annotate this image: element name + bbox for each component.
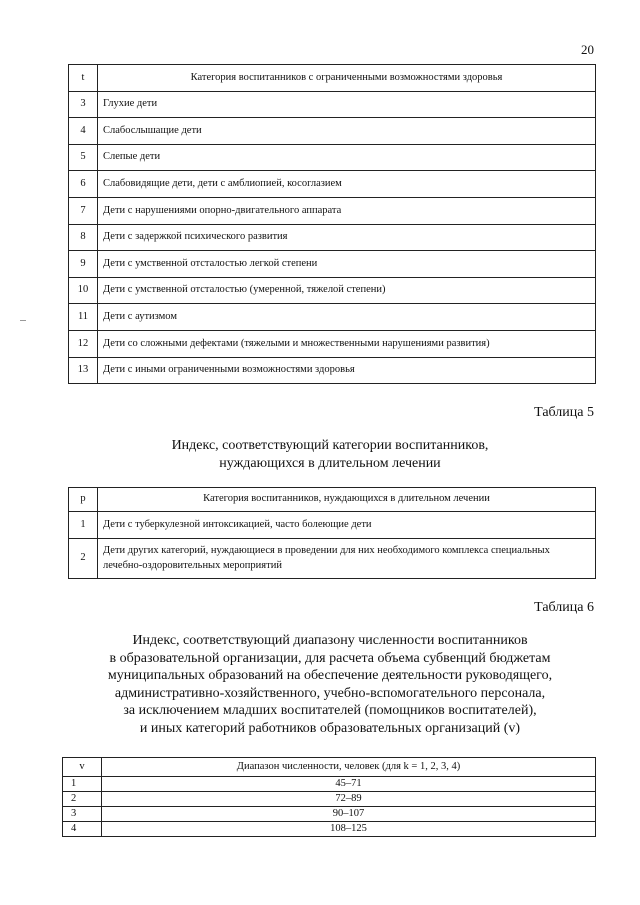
row-text: Дети с туберкулезной интоксикацией, часто болеющие дети <box>98 512 596 539</box>
margin-mark <box>20 320 26 321</box>
row-index: 3 <box>69 91 98 118</box>
row-index: 13 <box>69 357 98 384</box>
table-row <box>69 277 596 304</box>
table-6-title-line: Индекс, соответствующий диапазону численности воспитанников <box>132 633 528 648</box>
table-row <box>69 539 596 579</box>
row-text: Слабослышащие дети <box>98 118 596 145</box>
row-range: 108–125 <box>102 822 596 837</box>
row-index: 12 <box>69 330 98 357</box>
header-category: Категория воспитанников с ограниченными возможностями здоровья <box>98 65 596 92</box>
row-index: 10 <box>69 277 98 304</box>
row-index: 1 <box>63 777 102 792</box>
row-index: 5 <box>69 144 98 171</box>
row-text: Дети с умственной отсталостью (умеренной, тяжелой степени) <box>98 277 596 304</box>
table-6-title-line: за исключением младших воспитателей (помощников воспитателей), <box>123 703 537 718</box>
table-row <box>69 171 596 198</box>
table-5-title <box>60 437 600 472</box>
table-row <box>69 304 596 331</box>
row-text: Дети с иными ограниченными возможностями здоровья <box>98 357 596 384</box>
row-index: 3 <box>63 807 102 822</box>
header-index: v <box>63 758 102 777</box>
row-index: 1 <box>69 512 98 539</box>
table-6-title <box>60 632 600 737</box>
row-index: 8 <box>69 224 98 251</box>
table-header-row <box>69 65 596 92</box>
row-text: Слабовидящие дети, дети с амблиопией, косоглазием <box>98 171 596 198</box>
table-row <box>69 357 596 384</box>
table-row <box>63 822 596 837</box>
header-index: t <box>69 65 98 92</box>
table-6-caption: Таблица 6 <box>534 600 594 615</box>
row-text: Дети с умственной отсталостью легкой степени <box>98 251 596 278</box>
row-range: 45–71 <box>102 777 596 792</box>
row-text: Слепые дети <box>98 144 596 171</box>
table-6-title-line: муниципальных образований на обеспечение деятельности руководящего, <box>107 668 553 683</box>
row-index: 2 <box>69 539 98 579</box>
table-row <box>69 144 596 171</box>
row-text: Дети с аутизмом <box>98 304 596 331</box>
disability-category-table <box>68 64 596 384</box>
row-text: Дети других категорий, нуждающиеся в проведении для них необходимого комплекса специальных лечебно-оздоровительных мероприятий <box>98 539 596 579</box>
row-index: 7 <box>69 197 98 224</box>
page-number: 20 <box>581 42 594 57</box>
table-row <box>69 330 596 357</box>
header-range: Диапазон численности, человек (для k = 1, 2, 3, 4) <box>102 758 596 777</box>
row-range: 90–107 <box>102 807 596 822</box>
table-row <box>69 512 596 539</box>
table-6-title-line: административно-хозяйственного, учебно-вспомогательного персонала, <box>114 685 546 701</box>
table-header-row <box>63 758 596 777</box>
table-header-row <box>69 488 596 512</box>
header-index: p <box>69 488 98 512</box>
table-6-title-line: и иных категорий работников образовательных организаций (v) <box>139 720 521 736</box>
row-range: 72–89 <box>102 792 596 807</box>
table-row <box>69 118 596 145</box>
table-5-title-line: нуждающихся в длительном лечении <box>219 455 441 471</box>
table-5-title-line: Индекс, соответствующий категории воспитанников, <box>171 438 489 453</box>
header-category: Категория воспитанников, нуждающихся в длительном лечении <box>98 488 596 512</box>
enrollment-range-table <box>62 757 596 837</box>
table-row <box>63 807 596 822</box>
row-index: 11 <box>69 304 98 331</box>
row-index: 4 <box>63 822 102 837</box>
table-row <box>69 251 596 278</box>
table-row <box>63 792 596 807</box>
table-row <box>69 224 596 251</box>
row-index: 2 <box>63 792 102 807</box>
table-5-caption: Таблица 5 <box>534 405 594 420</box>
table-row <box>63 777 596 792</box>
row-index: 9 <box>69 251 98 278</box>
row-text: Глухие дети <box>98 91 596 118</box>
table-row <box>69 91 596 118</box>
row-text: Дети с нарушениями опорно-двигательного аппарата <box>98 197 596 224</box>
long-term-treatment-table <box>68 487 596 579</box>
row-text: Дети с задержкой психического развития <box>98 224 596 251</box>
row-text: Дети со сложными дефектами (тяжелыми и множественными нарушениями развития) <box>98 330 596 357</box>
table-6-title-line: в образовательной организации, для расчета объема субвенций бюджетам <box>109 650 551 666</box>
row-index: 4 <box>69 118 98 145</box>
table-row <box>69 197 596 224</box>
row-index: 6 <box>69 171 98 198</box>
